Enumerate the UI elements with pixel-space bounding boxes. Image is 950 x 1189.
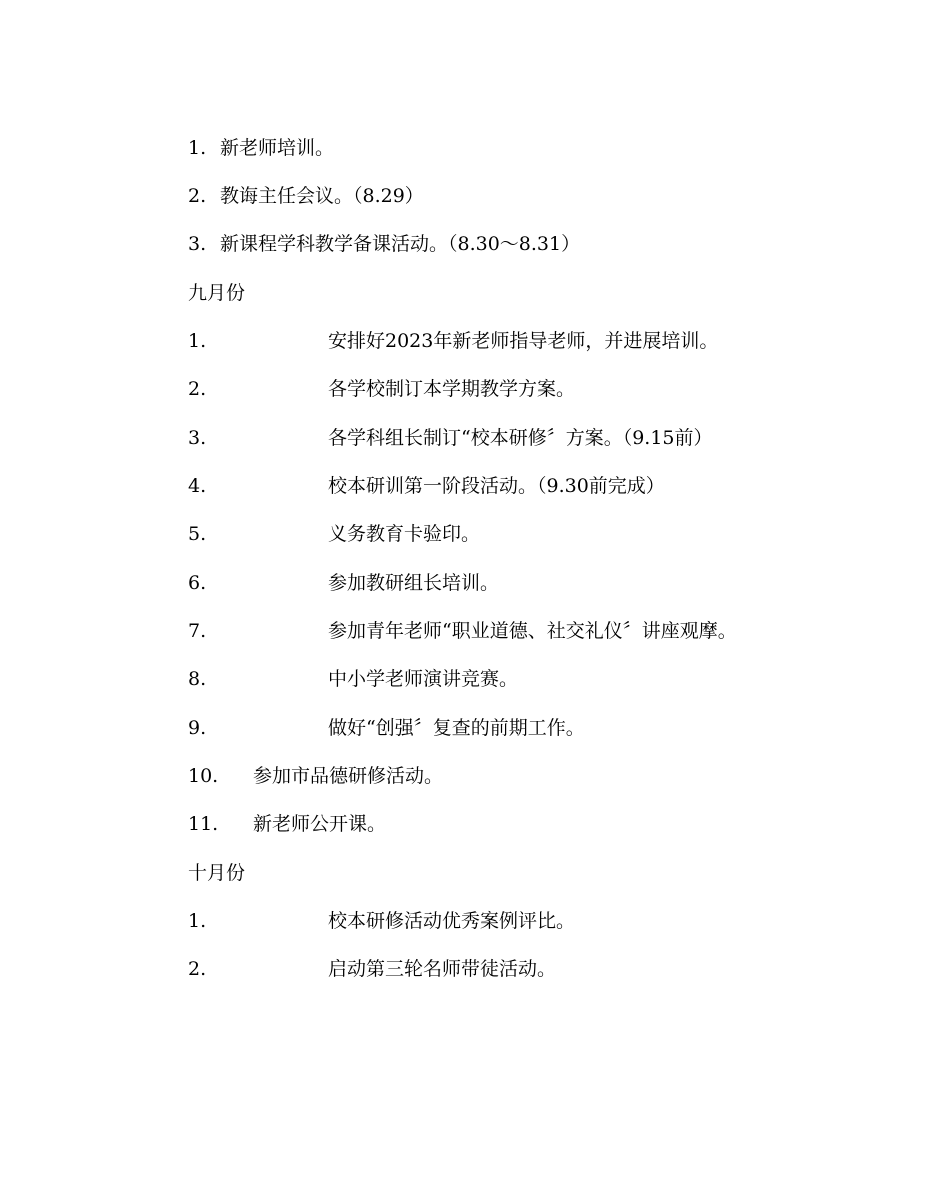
item-text: 做好“创强〞复查的前期工作。 [328, 717, 585, 739]
list-item [188, 182, 424, 210]
item-number: 1. [188, 137, 207, 159]
item-text: 参加青年老师“职业道德、社交礼仪〞讲座观摩。 [328, 620, 737, 642]
item-number: 6. [188, 572, 207, 594]
item-number: 1. [188, 910, 207, 932]
list-item [188, 134, 334, 162]
item-text: 教诲主任会议。（8.29） [220, 185, 424, 207]
item-number: 9. [188, 717, 207, 739]
item-text: 中小学老师演讲竞赛。 [328, 668, 519, 690]
list-item [188, 617, 737, 645]
list-item [188, 810, 386, 838]
list-item [188, 230, 580, 258]
item-text: 安排好2023年新老师指导老师，并进展培训。 [328, 330, 719, 352]
list-item [188, 762, 443, 790]
item-text: 新老师公开课。 [253, 813, 387, 835]
item-number: 11. [188, 813, 219, 835]
item-number: 2. [188, 185, 207, 207]
item-number: 7. [188, 620, 207, 642]
item-number: 10. [188, 765, 219, 787]
item-text: 各学校制订本学期教学方案。 [328, 378, 576, 400]
list-item [188, 907, 575, 935]
item-number: 3. [188, 233, 207, 255]
item-text: 义务教育卡验印。 [328, 523, 481, 545]
item-number: 8. [188, 668, 207, 690]
item-text: 参加教研组长培训。 [328, 572, 500, 594]
list-item [188, 569, 499, 597]
item-number: 4. [188, 475, 207, 497]
list-item [188, 375, 575, 403]
section-heading-september: 九月份 [188, 282, 246, 304]
item-number: 5. [188, 523, 207, 545]
item-text: 启动第三轮名师带徒活动。 [328, 958, 557, 980]
section-heading-october: 十月份 [188, 862, 246, 884]
item-number: 2. [188, 958, 207, 980]
item-text: 各学科组长制订“校本研修〞方案。（9.15前） [328, 427, 713, 449]
item-number: 2. [188, 378, 207, 400]
list-item [188, 665, 518, 693]
item-text: 校本研训第一阶段活动。（9.30前完成） [328, 475, 665, 497]
list-item [188, 520, 480, 548]
list-item [188, 472, 665, 500]
list-item [188, 327, 718, 355]
item-text: 参加市品德研修活动。 [253, 765, 444, 787]
item-text: 新老师培训。 [220, 137, 335, 159]
item-text: 新课程学科教学备课活动。（8.30～8.31） [220, 233, 581, 255]
item-number: 1. [188, 330, 207, 352]
item-text: 校本研修活动优秀案例评比。 [328, 910, 576, 932]
item-number: 3. [188, 427, 207, 449]
list-item [188, 714, 585, 742]
list-item [188, 955, 556, 983]
list-item [188, 424, 713, 452]
